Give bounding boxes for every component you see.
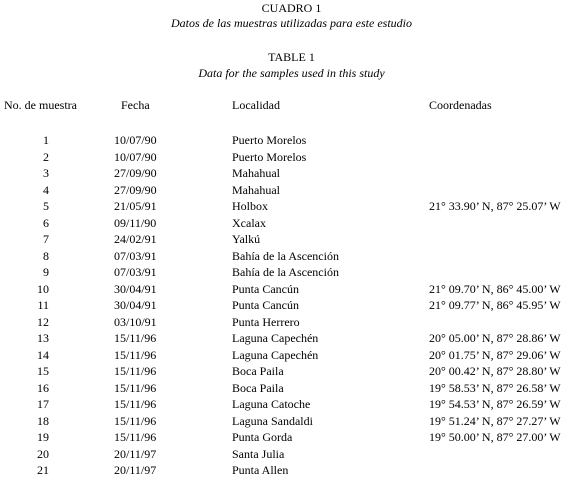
date-cell: 20/11/97 <box>114 446 157 461</box>
table-row <box>0 447 583 464</box>
sample-number-cell: 4 <box>43 182 49 197</box>
locality-cell: Laguna Capechén <box>232 331 319 345</box>
date-cell: 15/11/96 <box>114 380 157 395</box>
table-label-es: CUADRO 1 <box>261 1 322 15</box>
locality-cell: Bahía de la Ascención <box>232 248 339 263</box>
date-cell: 15/11/96 <box>114 397 157 411</box>
locality-cell: Mahahual <box>232 182 280 197</box>
sample-number-cell: 12 <box>37 314 49 329</box>
date-cell: 27/09/90 <box>114 166 157 180</box>
table-row <box>0 183 583 200</box>
sample-number-cell: 5 <box>43 199 49 213</box>
sample-number-cell: 6 <box>43 215 49 230</box>
date-cell: 15/11/96 <box>114 430 157 444</box>
date-cell: 24/02/91 <box>114 232 157 246</box>
table-row <box>0 199 583 216</box>
coordinates-cell: 21° 33.90’ N, 87° 25.07’ W <box>429 199 561 213</box>
locality-cell: Punta Gorda <box>232 430 293 444</box>
table-row <box>0 298 583 315</box>
locality-cell: Puerto Morelos <box>232 149 307 164</box>
date-cell: 21/05/91 <box>114 199 157 213</box>
locality-cell: Laguna Sandaldi <box>232 413 313 428</box>
table-row <box>0 166 583 183</box>
sample-number-cell: 19 <box>37 430 49 444</box>
sample-number-cell: 21 <box>37 463 49 477</box>
coordinates-cell: 20° 01.75’ N, 87° 29.06’ W <box>429 347 561 362</box>
sample-number-cell: 18 <box>37 413 49 428</box>
sample-number-cell: 9 <box>43 265 49 279</box>
sample-number-cell: 17 <box>37 397 49 411</box>
table-row <box>0 463 583 480</box>
column-header-coordinates: Coordenadas <box>429 98 492 112</box>
date-cell: 20/11/97 <box>114 463 157 477</box>
sample-number-cell: 20 <box>37 446 49 461</box>
date-cell: 15/11/96 <box>114 364 157 378</box>
coordinates-cell: 19° 54.53’ N, 87° 26.59’ W <box>429 397 561 411</box>
table-label-en: TABLE 1 <box>268 50 315 64</box>
locality-cell: Bahía de la Ascención <box>232 265 339 279</box>
locality-cell: Boca Paila <box>232 380 284 395</box>
date-cell: 03/10/91 <box>114 314 157 329</box>
table-row <box>0 249 583 266</box>
locality-cell: Punta Cancún <box>232 281 299 296</box>
date-cell: 15/11/96 <box>114 413 157 428</box>
locality-cell: Laguna Capechén <box>232 347 319 362</box>
table-row <box>0 315 583 332</box>
table-row <box>0 216 583 233</box>
date-cell: 30/04/91 <box>114 281 157 296</box>
sample-number-cell: 8 <box>43 248 49 263</box>
date-cell: 10/07/90 <box>114 149 157 164</box>
locality-cell: Punta Allen <box>232 463 289 477</box>
locality-cell: Boca Paila <box>232 364 284 378</box>
coordinates-cell: 21° 09.70’ N, 86° 45.00’ W <box>429 281 561 296</box>
sample-number-cell: 3 <box>43 166 49 180</box>
coordinates-cell: 20° 00.42’ N, 87° 28.80’ W <box>429 364 561 378</box>
sample-number-cell: 13 <box>37 331 49 345</box>
table-body <box>0 133 583 480</box>
date-cell: 27/09/90 <box>114 182 157 197</box>
column-header-locality: Localidad <box>232 98 280 112</box>
date-cell: 09/11/90 <box>114 215 157 230</box>
table-row <box>0 348 583 365</box>
sample-number-cell: 15 <box>37 364 49 378</box>
sample-number-cell: 1 <box>43 133 49 147</box>
date-cell: 07/03/91 <box>114 248 157 263</box>
locality-cell: Xcalax <box>232 215 266 230</box>
date-cell: 10/07/90 <box>114 133 157 147</box>
table-row <box>0 150 583 167</box>
locality-cell: Laguna Catoche <box>232 397 311 411</box>
locality-cell: Punta Herrero <box>232 314 300 329</box>
locality-cell: Yalkú <box>232 232 261 246</box>
table-row <box>0 414 583 431</box>
date-cell: 30/04/91 <box>114 298 157 312</box>
coordinates-cell: 20° 05.00’ N, 87° 28.86’ W <box>429 331 561 345</box>
sample-number-cell: 11 <box>37 298 49 312</box>
sample-number-cell: 14 <box>37 347 49 362</box>
table-caption-en: Data for the samples used in this study <box>198 66 385 80</box>
date-cell: 15/11/96 <box>114 347 157 362</box>
sample-number-cell: 16 <box>37 380 49 395</box>
date-cell: 15/11/96 <box>114 331 157 345</box>
coordinates-cell: 19° 50.00’ N, 87° 27.00’ W <box>429 430 561 444</box>
table-caption-es: Datos de las muestras utilizadas para este estudio <box>170 16 412 30</box>
table-row <box>0 133 583 150</box>
table-row <box>0 331 583 348</box>
table-row <box>0 232 583 249</box>
coordinates-cell: 19° 58.53’ N, 87° 26.58’ W <box>429 380 561 395</box>
locality-cell: Punta Cancún <box>232 298 299 312</box>
locality-cell: Puerto Morelos <box>232 133 307 147</box>
column-header-sample-number: No. de muestra <box>4 98 77 112</box>
table-row <box>0 265 583 282</box>
table-row <box>0 282 583 299</box>
coordinates-cell: 21° 09.77’ N, 86° 45.95’ W <box>429 298 561 312</box>
sample-number-cell: 7 <box>43 232 49 246</box>
coordinates-cell: 19° 51.24’ N, 87° 27.27’ W <box>429 413 561 428</box>
table-row <box>0 364 583 381</box>
locality-cell: Santa Julia <box>232 446 285 461</box>
table-row <box>0 381 583 398</box>
date-cell: 07/03/91 <box>114 265 157 279</box>
sample-number-cell: 2 <box>43 149 49 164</box>
table-row <box>0 397 583 414</box>
locality-cell: Holbox <box>232 199 268 213</box>
column-header-date: Fecha <box>121 98 150 112</box>
sample-number-cell: 10 <box>37 281 49 296</box>
locality-cell: Mahahual <box>232 166 280 180</box>
table-row <box>0 430 583 447</box>
